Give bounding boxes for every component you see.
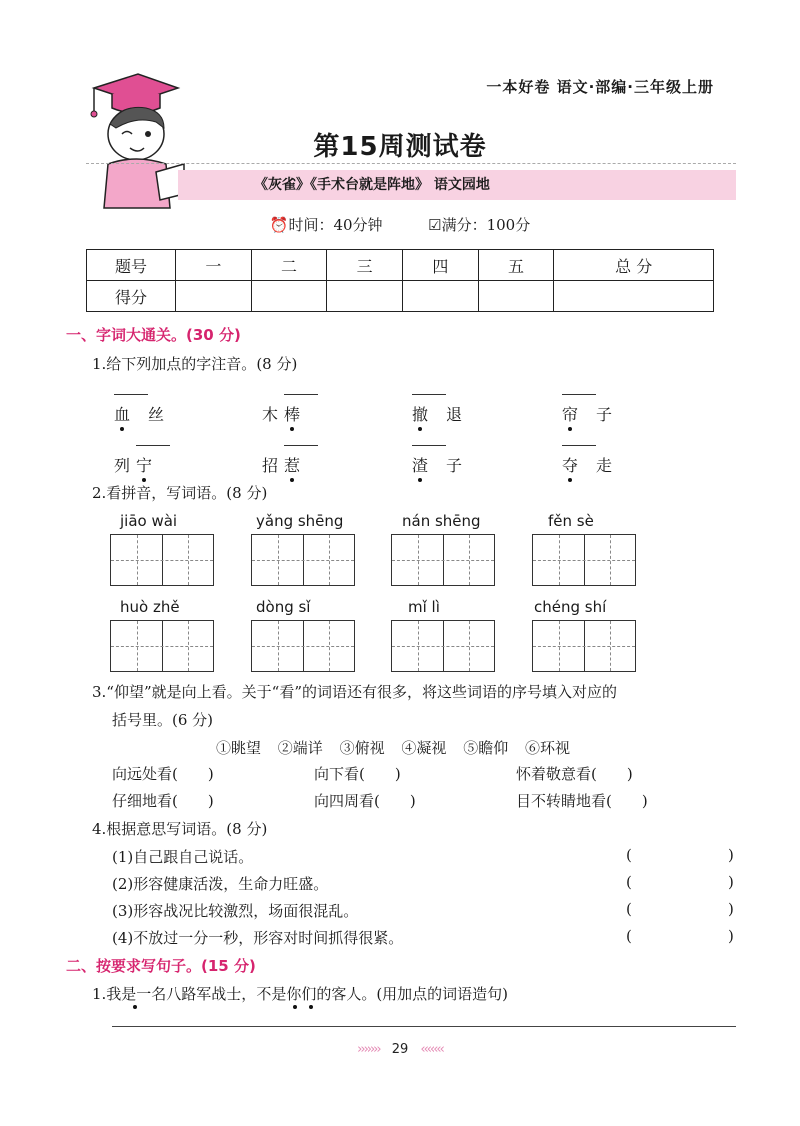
table-header-cell: 一	[176, 250, 252, 281]
word-item: 血 丝	[114, 402, 164, 425]
answer-paren-close: )	[728, 900, 734, 918]
section-two-title: 二、按要求写句子。(15 分)	[66, 957, 256, 975]
writing-grid[interactable]	[110, 534, 214, 586]
writing-grid[interactable]	[110, 620, 214, 672]
fill-blank[interactable]: 目不转睛地看( )	[516, 792, 648, 810]
clock-icon: ⏰	[269, 216, 289, 234]
option-item: ④凝视	[401, 739, 447, 757]
option-item: ⑥环视	[524, 739, 570, 757]
section-two-question-1: 1.我是一名八路军战士，不是你们的客人。(用加点的词语造句)	[92, 985, 509, 1003]
checkbox-icon: ☑	[428, 216, 442, 234]
footer-divider	[112, 1026, 736, 1027]
pinyin-label: chéng shí	[534, 598, 607, 616]
option-item: ⑤瞻仰	[463, 739, 509, 757]
definition-item: (3)形容战况比较激烈，场面很混乱。	[112, 902, 359, 920]
footer-arrows-left: ›››››››	[357, 1042, 380, 1057]
table-header-cell: 四	[403, 250, 479, 281]
word-item: 招 惹	[262, 453, 318, 476]
score-cell[interactable]	[176, 281, 252, 312]
word-options	[216, 737, 582, 758]
writing-grid[interactable]	[532, 620, 636, 672]
full-score: 满分：100分	[441, 216, 531, 234]
score-cell[interactable]	[327, 281, 403, 312]
page-title: 第15周测试卷	[313, 132, 487, 162]
answer-paren-close: )	[728, 873, 734, 891]
table-header-cell: 三	[327, 250, 403, 281]
pinyin-label: fěn sè	[548, 512, 594, 530]
pinyin-label: huò zhě	[120, 598, 180, 616]
pinyin-label: nán shēng	[402, 512, 481, 530]
writing-grid[interactable]	[532, 534, 636, 586]
question-4-prompt: 4.根据意思写词语。(8 分)	[92, 820, 268, 838]
writing-grid[interactable]	[251, 534, 355, 586]
test-meta	[0, 214, 800, 235]
emphasis-dot	[133, 1005, 137, 1009]
table-row	[87, 281, 714, 312]
word-item: 帘 子	[562, 402, 612, 425]
section-one-title: 一、字词大通关。(30 分)	[66, 326, 241, 344]
score-table	[86, 249, 714, 312]
score-cell[interactable]	[554, 281, 714, 312]
answer-paren-open: (	[626, 873, 632, 891]
writing-grid[interactable]	[251, 620, 355, 672]
definition-item: (2)形容健康活泼，生命力旺盛。	[112, 875, 329, 893]
table-header-cell: 题号	[87, 250, 176, 281]
fill-blank[interactable]: 仔细地看( )	[112, 792, 214, 810]
answer-paren-open: (	[626, 900, 632, 918]
option-item: ①眺望	[216, 739, 262, 757]
page-footer	[0, 1042, 800, 1057]
time-limit: 时间：40分钟	[288, 216, 383, 234]
table-header-cell: 五	[478, 250, 554, 281]
word-item: 渣 子	[412, 453, 462, 476]
score-cell[interactable]	[403, 281, 479, 312]
fill-blank[interactable]: 向下看( )	[314, 765, 401, 783]
emphasis-dot	[309, 1005, 313, 1009]
word-item: 木 棒	[262, 402, 318, 425]
writing-grid[interactable]	[391, 534, 495, 586]
fill-blank[interactable]: 向远处看( )	[112, 765, 214, 783]
answer-paren-open: (	[626, 927, 632, 945]
series-label: 一本好卷 语文·部编·三年级上册	[486, 78, 714, 96]
subtitle: 《灰雀》《手术台就是阵地》 语文园地	[254, 177, 490, 193]
pinyin-label: mǐ lì	[408, 598, 440, 616]
question-1-prompt: 1.给下列加点的字注音。(8 分)	[92, 355, 298, 373]
answer-paren-open: (	[626, 846, 632, 864]
question-3-prompt-cont: 括号里。(6 分)	[112, 711, 214, 729]
score-row-label: 得分	[87, 281, 176, 312]
table-header-cell: 总 分	[554, 250, 714, 281]
answer-paren-close: )	[728, 927, 734, 945]
page-number: 29	[391, 1042, 409, 1057]
table-row	[87, 250, 714, 281]
fill-blank[interactable]: 向四周看( )	[314, 792, 416, 810]
definition-item: (4)不放过一分一秒，形容对时间抓得很紧。	[112, 929, 404, 947]
answer-paren-close: )	[728, 846, 734, 864]
fill-blank[interactable]: 怀着敬意看( )	[516, 765, 633, 783]
score-cell[interactable]	[478, 281, 554, 312]
pinyin-label: jiāo wài	[120, 512, 178, 530]
emphasis-dot	[293, 1005, 297, 1009]
definition-item: (1)自己跟自己说话。	[112, 848, 254, 866]
footer-arrows-right: ‹‹‹‹‹‹‹	[420, 1042, 443, 1057]
word-item: 列 宁	[114, 453, 170, 476]
option-item: ②端详	[277, 739, 323, 757]
table-header-cell: 二	[251, 250, 327, 281]
word-item: 撤 退	[412, 402, 462, 425]
option-item: ③俯视	[339, 739, 385, 757]
pinyin-label: yǎng shēng	[256, 512, 344, 530]
word-item: 夺 走	[562, 453, 612, 476]
writing-grid[interactable]	[391, 620, 495, 672]
question-2-prompt: 2.看拼音，写词语。(8 分)	[92, 484, 268, 502]
question-3-prompt: 3.“仰望”就是向上看。关于“看”的词语还有很多，将这些词语的序号填入对应的	[92, 683, 617, 701]
header-divider	[86, 163, 736, 164]
pinyin-label: dòng sǐ	[256, 598, 311, 616]
score-cell[interactable]	[251, 281, 327, 312]
